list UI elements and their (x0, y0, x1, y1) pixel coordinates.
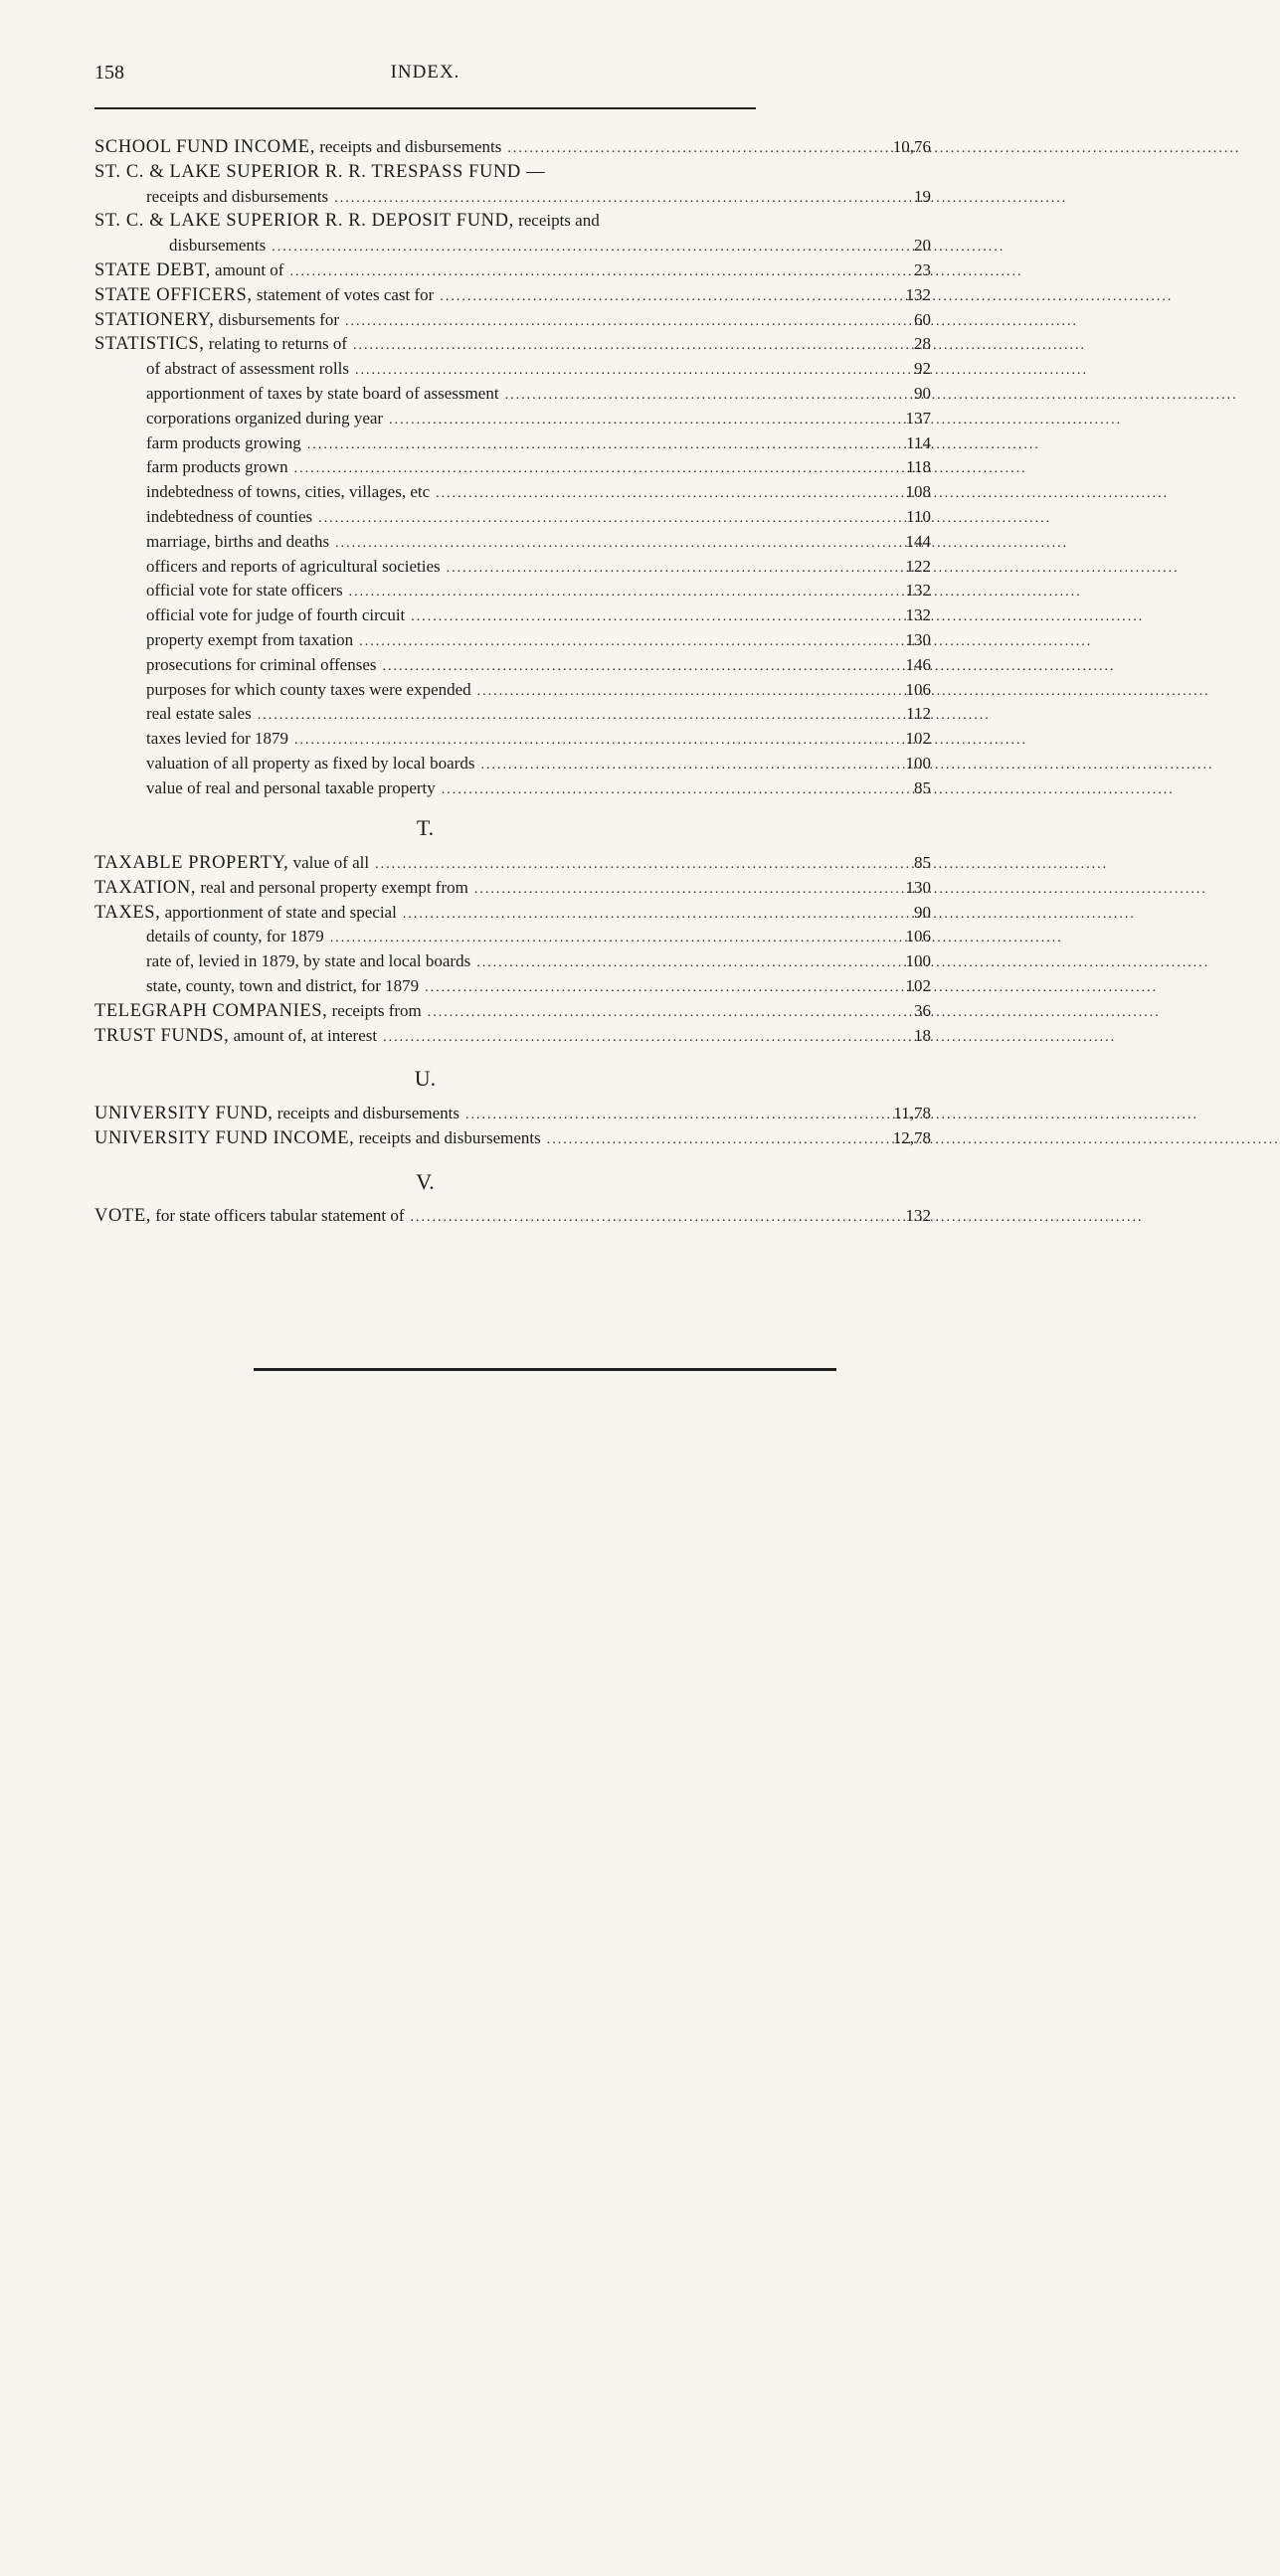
entry-page-ref: 132 (905, 581, 931, 601)
index-entry (94, 901, 931, 926)
entry-page-ref: 132 (905, 1206, 931, 1225)
index-entry (94, 752, 931, 776)
entry-page-ref: 132 (905, 605, 931, 625)
entry-heading: TRUST FUNDS, (94, 1025, 230, 1046)
entry-description: receipts and (513, 211, 600, 231)
index-entry (94, 603, 931, 628)
index-entry (94, 135, 931, 160)
entry-description: valuation of all property as fixed by local boards (146, 753, 475, 773)
entry-description: farm products grown (146, 457, 288, 477)
entry-heading: TAXATION, (94, 877, 197, 898)
entry-description: farm products growing (146, 432, 301, 452)
entry-page-ref: 146 (905, 654, 931, 674)
entry-heading: ST. C. & LAKE SUPERIOR R. R. DEPOSIT FUND, (94, 211, 514, 232)
entry-description: indebtedness of towns, cities, villages, etc (146, 482, 431, 502)
entry-heading: TAXABLE PROPERTY, (94, 853, 289, 873)
entry-description: amount of, at interest (229, 1025, 378, 1045)
index-entry (94, 283, 931, 308)
entry-description: property exempt from taxation (146, 629, 354, 649)
entry-description: statement of votes cast for (252, 284, 435, 304)
entry-page-ref: 118 (906, 457, 931, 477)
entry-heading: TAXES, (94, 902, 161, 923)
entry-description: disbursements for (214, 309, 340, 329)
entry-description: state, county, town and district, for 1879 (146, 975, 420, 995)
index-entry (94, 876, 931, 901)
entry-description: real and personal property exempt from (196, 877, 468, 897)
index-entry (94, 530, 931, 555)
entry-page-ref: 130 (905, 629, 931, 649)
index-entry (94, 1024, 931, 1049)
entry-page-ref: 102 (905, 975, 931, 995)
page-number: 158 (94, 62, 124, 84)
entry-description: purposes for which county taxes were expended (146, 679, 471, 699)
index-entry (94, 1126, 931, 1151)
entry-description: disbursements (169, 236, 267, 256)
entry-page-ref: 102 (905, 729, 931, 749)
entry-page-ref: 92 (914, 359, 931, 379)
entry-page-ref: 106 (905, 679, 931, 699)
bottom-rule (254, 1368, 836, 1371)
index-entry (94, 702, 931, 727)
entry-description: receipts and disbursements (314, 137, 502, 156)
entry-page-ref: 85 (914, 777, 931, 797)
index-section-v (94, 1204, 931, 1229)
entry-page-ref: 106 (905, 927, 931, 946)
header-rule (94, 107, 756, 109)
index-entry (94, 258, 931, 283)
entry-heading: TELEGRAPH COMPANIES, (94, 1000, 328, 1021)
index-page (0, 0, 931, 1372)
entry-description: receipts from (327, 1000, 422, 1020)
index-entry (94, 949, 931, 974)
entry-heading: UNIVERSITY FUND INCOME, (94, 1127, 355, 1148)
index-entry (94, 1204, 931, 1229)
letter-heading-u: U. (414, 1066, 437, 1091)
entry-description: marriage, births and deaths (146, 531, 330, 551)
index-entry (94, 628, 931, 653)
entry-page-ref: 85 (914, 853, 931, 872)
entry-page-ref: 137 (905, 408, 931, 428)
entry-page-ref: 90 (914, 383, 931, 403)
page-header (94, 62, 756, 91)
entry-page-ref: 112 (906, 704, 931, 724)
entry-description: officers and reports of agricultural societies (146, 556, 441, 576)
entry-heading: STATISTICS, (94, 334, 205, 355)
entry-page-ref: 130 (905, 877, 931, 897)
index-entry (94, 407, 931, 431)
entry-page-ref: 108 (905, 482, 931, 502)
entry-heading: STATE OFFICERS, (94, 284, 253, 305)
entry-description: apportionment of taxes by state board of assessment (146, 383, 499, 403)
entry-description: value of real and personal taxable property (146, 777, 436, 797)
entry-description: receipts and disbursements (354, 1127, 541, 1147)
index-section-s (94, 135, 931, 801)
entry-description: real estate sales (146, 704, 252, 724)
entry-page-ref: 144 (905, 531, 931, 551)
entry-page-ref: 100 (905, 753, 931, 773)
index-entry (94, 555, 931, 580)
index-entry (94, 999, 931, 1024)
letter-heading-v: V. (416, 1169, 435, 1194)
entry-page-ref: 10,76 (892, 137, 931, 156)
entry-description: for state officers tabular statement of (150, 1206, 405, 1225)
index-entry (94, 776, 931, 801)
index-entry (94, 480, 931, 505)
index-entry (94, 851, 931, 876)
entry-description: relating to returns of (204, 334, 347, 354)
entry-page-ref: 100 (905, 951, 931, 971)
index-entry (94, 727, 931, 752)
index-section-u (94, 1102, 931, 1151)
index-entry (94, 431, 931, 456)
entry-page-ref: 28 (914, 334, 931, 354)
entry-heading: STATIONERY, (94, 309, 215, 330)
entry-page-ref: 36 (914, 1000, 931, 1020)
index-entry (94, 925, 931, 949)
entry-description: apportionment of state and special (160, 902, 397, 922)
entry-heading: STATE DEBT, (94, 259, 211, 280)
index-section-t (94, 851, 931, 1048)
entry-description: details of county, for 1879 (146, 927, 324, 946)
entry-page-ref: 132 (905, 284, 931, 304)
index-entry (94, 1102, 931, 1126)
entry-page-ref: 122 (905, 556, 931, 576)
entry-description: receipts and disbursements (273, 1104, 459, 1122)
index-entry (94, 678, 931, 703)
entry-heading: UNIVERSITY FUND, (94, 1104, 274, 1123)
entry-description: indebtedness of counties (146, 506, 313, 526)
entry-description: official vote for state officers (146, 581, 343, 601)
entry-page-ref: 23 (914, 259, 931, 279)
index-entry (94, 653, 931, 678)
entry-description: rate of, levied in 1879, by state and local boards (146, 951, 471, 971)
index-entry (94, 455, 931, 480)
entry-page-ref: 60 (914, 309, 931, 329)
entry-page-ref: 12,78 (892, 1127, 931, 1147)
index-entry (94, 382, 931, 407)
entry-description: receipts and disbursements (146, 186, 329, 206)
entry-description: amount of (210, 259, 284, 279)
index-entry (94, 357, 931, 382)
entry-description: value of all (288, 853, 370, 872)
entry-page-ref: 114 (906, 432, 931, 452)
index-entry (94, 160, 771, 185)
entry-page-ref: 18 (914, 1025, 931, 1045)
entry-description: corporations organized during year (146, 408, 384, 428)
index-entry (94, 234, 931, 258)
index-entry (94, 974, 931, 999)
entry-heading: ST. C. & LAKE SUPERIOR R. R. TRESPASS FUND — (94, 161, 546, 182)
index-entry (94, 209, 771, 234)
index-entry (94, 308, 931, 333)
running-title: INDEX. (390, 62, 460, 83)
entry-heading: VOTE, (94, 1206, 151, 1226)
entry-page-ref: 110 (906, 506, 931, 526)
entry-page-ref: 11,78 (893, 1104, 931, 1122)
index-entry (94, 185, 931, 210)
index-entry (94, 332, 931, 357)
entry-page-ref: 19 (914, 186, 931, 206)
entry-heading: SCHOOL FUND INCOME, (94, 137, 315, 157)
entry-description: taxes levied for 1879 (146, 729, 289, 749)
entry-description: of abstract of assessment rolls (146, 359, 349, 379)
entry-description: official vote for judge of fourth circuit (146, 605, 406, 625)
entry-page-ref: 20 (914, 236, 931, 256)
letter-heading-t: T. (416, 815, 435, 840)
entry-description: prosecutions for criminal offenses (146, 654, 377, 674)
index-entry (94, 505, 931, 530)
index-entry (94, 579, 931, 603)
entry-page-ref: 90 (914, 902, 931, 922)
